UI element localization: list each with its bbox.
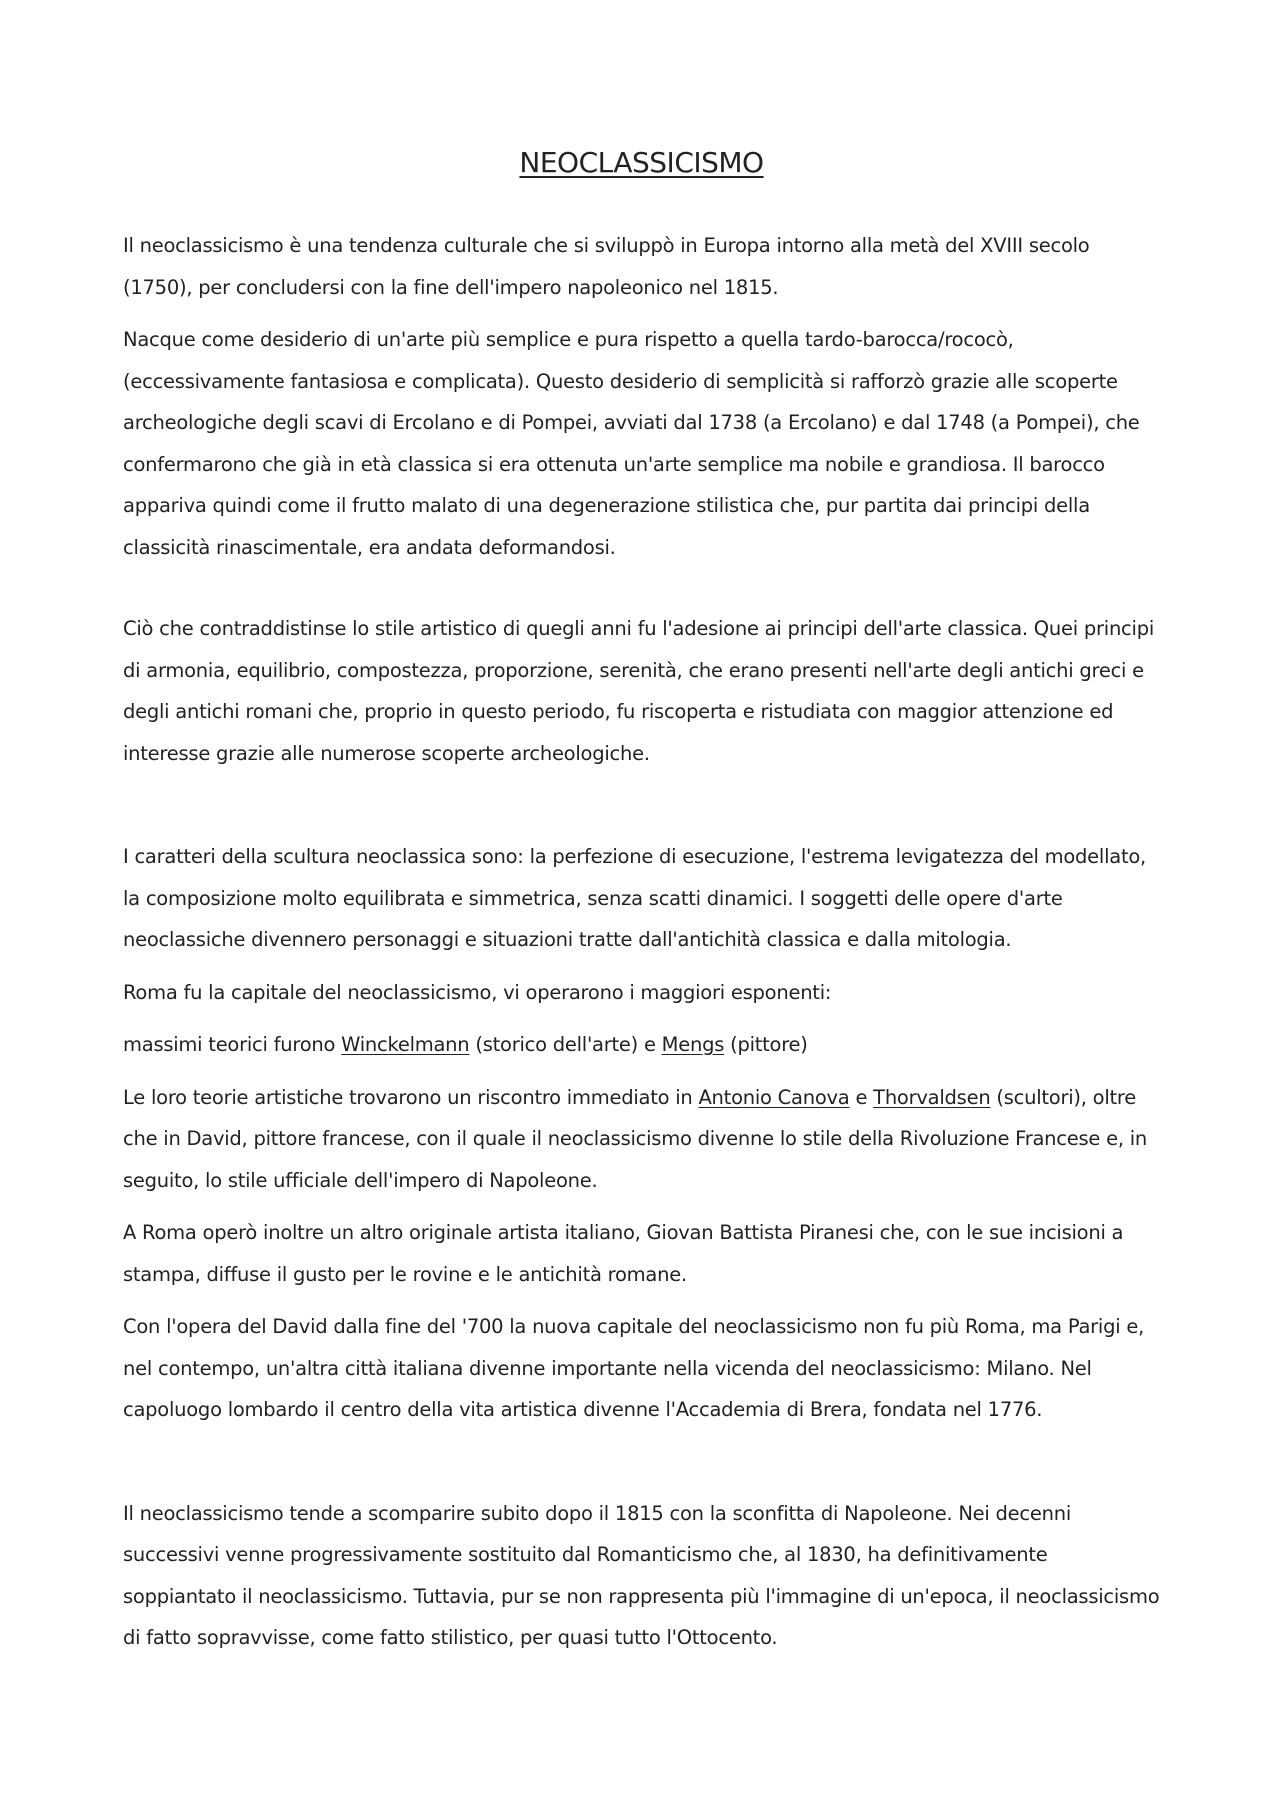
text-segment: e [849,1085,874,1109]
paragraph-sculpture: I caratteri della scultura neoclassica sono: la perfezione di esecuzione, l'estrema levigatezza del modellato, la composizione molto equilibrata e simmetrica, senza scatti dinamici. I soggetti delle opere d'arte neoclassiche divennero personaggi e situazioni tratte dall'antichità classica e dalla mitologia. [123,845,1146,951]
document-title: NEOCLASSICISMO [519,146,764,179]
paragraph-rome-capital: Roma fu la capitale del neoclassicismo, vi operarono i maggiori esponenti: [123,980,832,1004]
paragraph-theorists [123,1024,1160,1066]
paragraph-intro: Il neoclassicismo è una tendenza culturale che si sviluppò in Europa intorno alla metà del XVIII secolo (1750), per concludersi con la fine dell'impero napoleonico nel 1815. [123,234,1090,299]
paragraph-decline: Il neoclassicismo tende a scomparire subito dopo il 1815 con la sconfitta di Napoleone. Nei decenni successivi venne progressivamente sostituito dal Romanticismo che, al 1830, ha definitivamente soppiantato il neoclassicismo. Tuttavia, pur se non rappresenta più l'immagine di un'epoca, il neoclassicismo di fatto sopravvisse, come fatto stilistico, per quasi tutto l'Ottocento. [123,1501,1160,1649]
paragraph-paris-milan: Con l'opera del David dalla fine del '700 la nuova capitale del neoclassicismo non fu più Roma, ma Parigi e, nel contempo, un'altra città italiana divenne importante nella vicenda del neoclassicismo: Milano. Nel capoluogo lombardo il centro della vita artistica divenne l'Accademia di Brera, fondata nel 1776. [123,1315,1145,1421]
paragraph-piranesi: A Roma operò inoltre un altro originale artista italiano, Giovan Battista Piranesi che, con le sue incisioni a stampa, diffuse il gusto per le rovine e le antichità romane. [123,1221,1124,1286]
paragraph-origins: Nacque come desiderio di un'arte più semplice e pura rispetto a quella tardo-barocca/rococò, (eccessivamente fantasiosa e complicata). Questo desiderio di semplicità si rafforzò grazie alle scoperte archeologiche degli scavi di Ercolano e di Pompei, avviati dal 1738 (a Ercolano) e dal 1748 (a Pompei), che confermarono che già in età classica si era ottenuta un'arte semplice ma nobile e grandiosa. Il barocco appariva quindi come il frutto malato di una degenerazione stilistica che, pur partita dai principi della classicità rinascimentale, era andata deformandosi. [123,328,1140,559]
text-segment: (scultori), oltre che in David, pittore francese, con il quale il neoclassicismo divenne lo stile della Rivoluzione Francese e, in seguito, lo stile ufficiale dell'impero di Napoleone. [123,1085,1148,1192]
text-segment: (storico dell'arte) e [469,1033,662,1056]
paragraph-classical-principles: Ciò che contraddistinse lo stile artistico di quegli anni fu l'adesione ai principi dell'arte classica. Quei principi di armonia, equilibrio, compostezza, proporzione, serenità, che erano presenti nell'arte degli antichi greci e degli antichi romani che, proprio in questo periodo, fu riscoperta e ristudiata con maggior attenzione ed interesse grazie alle numerose scoperte archeologiche. [123,617,1154,765]
link-winckelmann[interactable]: Winckelmann [341,1033,470,1056]
link-antonio-canova[interactable]: Antonio Canova [698,1085,850,1109]
paragraph-sculptors [123,1077,1160,1202]
text-segment: Le loro teorie artistiche trovarono un riscontro immediato in [123,1085,699,1109]
link-mengs[interactable]: Mengs [661,1033,725,1056]
text-segment: (pittore) [724,1033,808,1056]
text-segment: massimi teorici furono [123,1033,342,1056]
link-thorvaldsen[interactable]: Thorvaldsen [873,1085,991,1109]
